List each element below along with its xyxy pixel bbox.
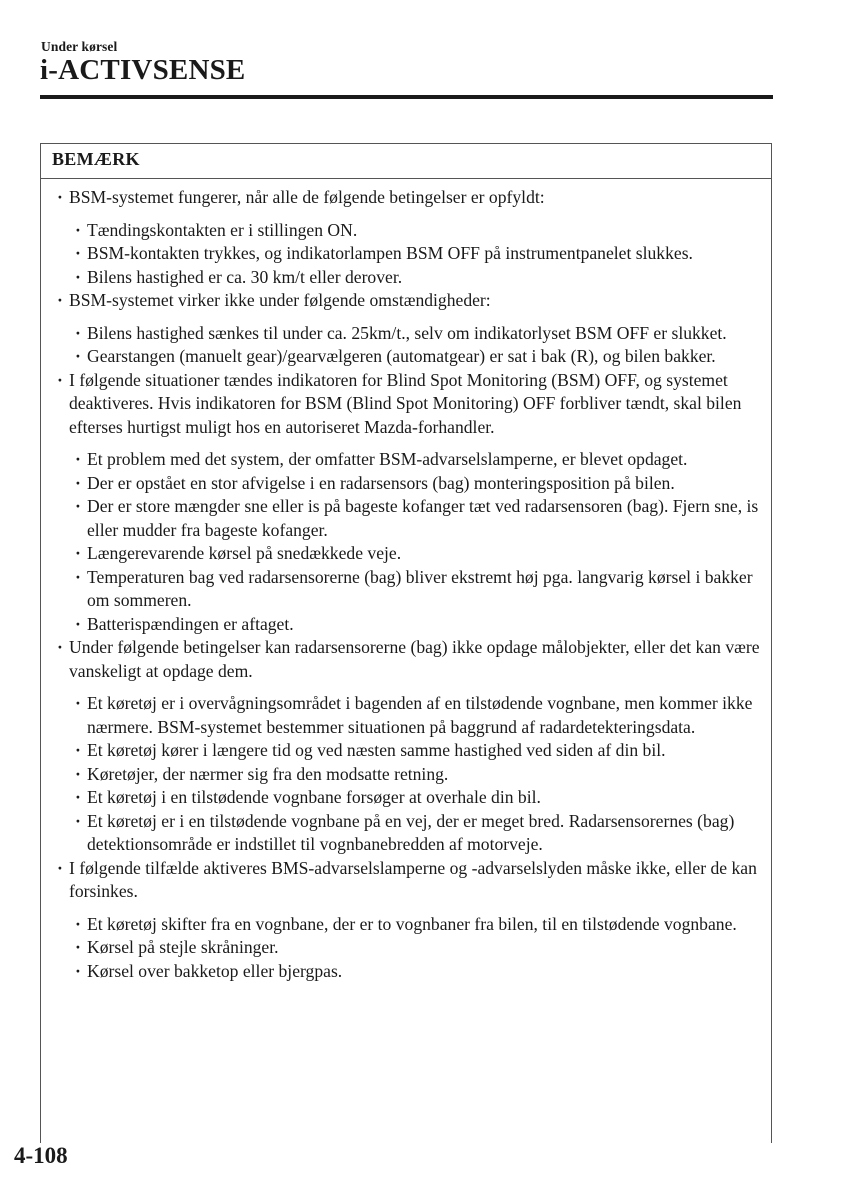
note-subbullet [41, 566, 771, 613]
note-subbullet [41, 613, 771, 637]
note-body [41, 179, 771, 983]
subbullet-text: Kørsel på stejle skråninger. [87, 937, 279, 957]
page-number: 4-108 [14, 1143, 68, 1168]
bullet-dot-icon: · [57, 290, 63, 310]
note-subbullet [41, 495, 771, 542]
note-box [40, 143, 772, 1143]
bullet-dot-icon: · [57, 187, 63, 207]
note-bullet [41, 186, 771, 210]
bullet-dot-icon: · [75, 913, 81, 934]
note-subbullet [41, 448, 771, 472]
bullet-dot-icon: · [75, 472, 81, 493]
bullet-dot-icon: · [75, 693, 81, 713]
note-bullet [41, 857, 771, 904]
bullet-text: Under følgende betingelser kan radarsensorerne (bag) ikke opdage målobjekter, eller det kan være vanskeligt at opdage dem. [69, 637, 760, 681]
bullet-dot-icon: · [75, 613, 81, 634]
bullet-dot-icon: · [57, 369, 63, 390]
bullet-dot-icon: · [57, 857, 63, 878]
note-subbullet [41, 763, 771, 787]
bullet-dot-icon: · [75, 937, 81, 957]
subbullet-text: Længerevarende kørsel på snedækkede veje. [87, 543, 402, 563]
bullet-dot-icon: · [75, 496, 81, 516]
subbullet-text: Temperaturen bag ved radarsensorerne (bag) bliver ekstremt høj pga. langvarig kørsel i bakker om sommeren. [87, 566, 753, 610]
note-subbullet [41, 472, 771, 496]
subbullet-text: Et køretøj er i overvågningsområdet i bagenden af en tilstødende vognbane, men kommer ikke nærmere. BSM-systemet bestemmer situationen på baggrund af radardetekteringsdata. [87, 693, 753, 737]
bullet-dot-icon: · [75, 266, 81, 287]
note-subbullet [41, 242, 771, 266]
note-subbullet [41, 322, 771, 346]
subbullet-text: Køretøjer, der nærmer sig fra den modsatte retning. [87, 763, 449, 784]
page-title: i-ACTIVSENSE [40, 54, 246, 86]
subbullet-text: Bilens hastighed er ca. 30 km/t eller derover. [87, 266, 403, 287]
note-subbullet [41, 960, 771, 984]
subbullet-text: Et køretøj er i en tilstødende vognbane på en vej, der er meget bred. Radarsensorernes (bag) detektionsområde er indstillet til vognbanebredden af motorveje. [87, 810, 735, 854]
subbullet-text: Et problem med det system, der omfatter BSM-advarselslamperne, er blevet opdaget. [87, 449, 688, 469]
note-bullet [41, 636, 771, 683]
note-subbullet [41, 692, 771, 739]
subbullet-text: Der er opstået en stor afvigelse i en radarsensors (bag) monteringsposition på bilen. [87, 472, 675, 493]
subbullet-text: Kørsel over bakketop eller bjergpas. [87, 960, 343, 981]
subbullet-text: Bilens hastighed sænkes til under ca. 25km/t., selv om indikatorlyset BSM OFF er slukket. [87, 322, 727, 343]
bullet-dot-icon: · [57, 637, 63, 657]
note-subbullet [41, 345, 771, 369]
subbullet-text: Batterispændingen er aftaget. [87, 613, 294, 634]
note-subbullet [41, 739, 771, 763]
note-subbullet [41, 913, 771, 937]
note-subbullet [41, 810, 771, 857]
bullet-dot-icon: · [75, 543, 81, 563]
subbullet-text: Et køretøj skifter fra en vognbane, der er to vognbaner fra bilen, til en tilstødende vognbane. [87, 913, 737, 934]
note-subbullet [41, 219, 771, 243]
note-heading: BEMÆRK [41, 144, 771, 179]
note-subbullet [41, 542, 771, 566]
subbullet-text: Gearstangen (manuelt gear)/gearvælgeren (automatgear) er sat i bak (R), og bilen bakker. [87, 346, 716, 366]
note-subbullet [41, 266, 771, 290]
bullet-dot-icon: · [75, 243, 81, 263]
bullet-dot-icon: · [75, 787, 81, 807]
subbullet-text: Tændingskontakten er i stillingen ON. [87, 219, 358, 240]
bullet-dot-icon: · [75, 740, 81, 760]
subbullet-text: Der er store mængder sne eller is på bageste kofanger tæt ved radarsensoren (bag). Fjern sne, is eller mudder fra bageste kofanger. [87, 496, 759, 540]
bullet-text: I følgende tilfælde aktiveres BMS-advarselslamperne og -advarselslyden måske ikke, eller de kan forsinkes. [69, 857, 757, 901]
bullet-dot-icon: · [75, 322, 81, 343]
note-subbullet [41, 936, 771, 960]
bullet-text: BSM-systemet virker ikke under følgende omstændigheder: [69, 290, 491, 310]
bullet-dot-icon: · [75, 219, 81, 240]
note-subbullet [41, 786, 771, 810]
subbullet-text: BSM-kontakten trykkes, og indikatorlampen BSM OFF på instrumentpanelet slukkes. [87, 243, 693, 263]
bullet-dot-icon: · [75, 763, 81, 784]
bullet-text: I følgende situationer tændes indikatoren for Blind Spot Monitoring (BSM) OFF, og systemet deaktiveres. Hvis indikatoren for BSM (Blind Spot Monitoring) OFF forbliver tændt, skal bilen efterses hurtigst muligt hos en autoriseret Mazda-forhandler. [69, 369, 742, 437]
subbullet-text: Et køretøj i en tilstødende vognbane forsøger at overhale din bil. [87, 787, 541, 807]
bullet-dot-icon: · [75, 449, 81, 469]
note-bullet [41, 369, 771, 440]
section-label: Under kørsel [41, 39, 118, 54]
note-bullet [41, 289, 771, 313]
bullet-text: BSM-systemet fungerer, når alle de følgende betingelser er opfyldt: [69, 187, 545, 207]
subbullet-text: Et køretøj kører i længere tid og ved næsten samme hastighed ved siden af din bil. [87, 740, 666, 760]
bullet-dot-icon: · [75, 566, 81, 587]
bullet-dot-icon: · [75, 810, 81, 831]
bullet-dot-icon: · [75, 960, 81, 981]
bullet-dot-icon: · [75, 346, 81, 366]
title-rule [40, 95, 773, 99]
